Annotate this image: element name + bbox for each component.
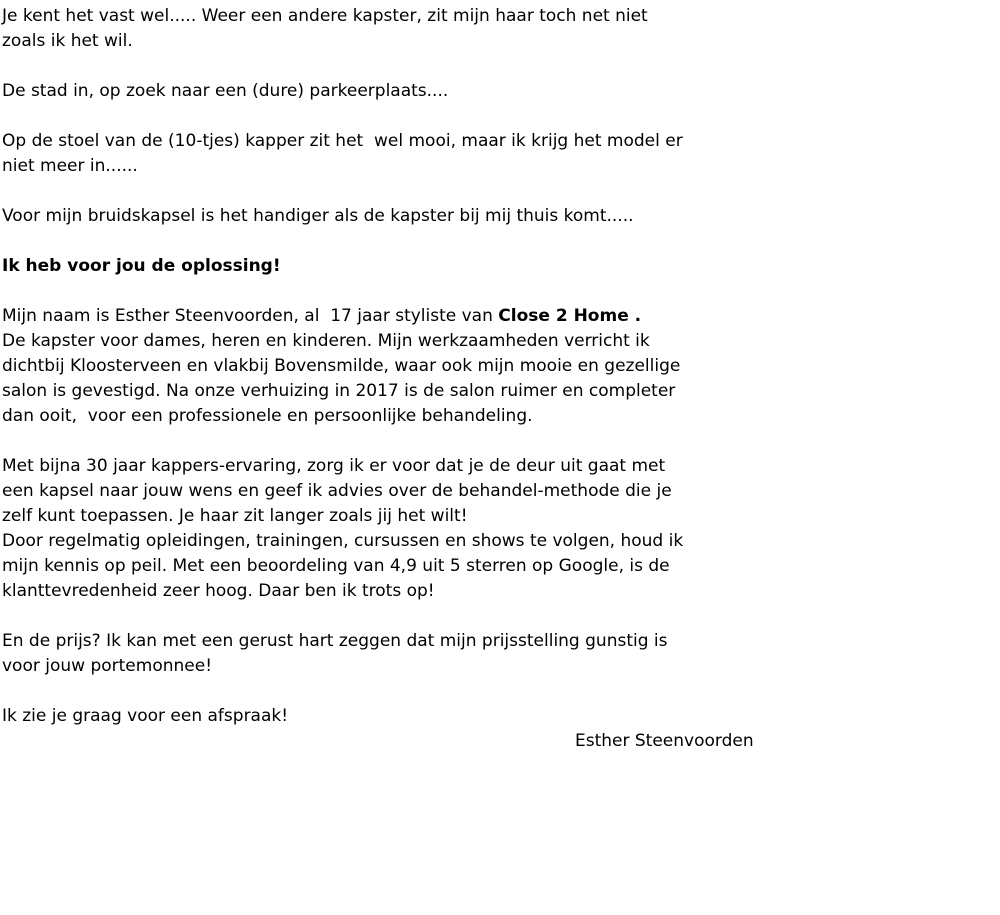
paragraph-line: dichtbij Kloosterveen en vlakbij Bovensmilde, waar ook mijn mooie en gezellige: [2, 356, 681, 376]
text-block: [2, 4, 772, 754]
paragraph-gap: [2, 179, 772, 204]
paragraph-line: Op de stoel van de (10-tjes) kapper zit het wel mooi, maar ik krijg het model er: [2, 131, 683, 151]
paragraph-line: voor jouw portemonnee!: [2, 656, 213, 676]
paragraph-gap: [2, 679, 772, 704]
signature: Esther Steenvoorden: [575, 731, 754, 751]
brand-name: Close 2 Home .: [498, 306, 642, 326]
paragraph-line: niet meer in......: [2, 156, 138, 176]
about-first-line: [2, 304, 772, 329]
paragraph-line: De stad in, op zoek naar een (dure) parkeerplaats....: [2, 81, 449, 101]
paragraph-line: Met bijna 30 jaar kappers-ervaring, zorg ik er voor dat je de deur uit gaat met: [2, 456, 666, 476]
paragraph-line: dan ooit, voor een professionele en persoonlijke behandeling.: [2, 406, 533, 426]
headline: Ik heb voor jou de oplossing!: [2, 256, 281, 276]
closing-line: Ik zie je graag voor een afspraak!: [2, 706, 289, 726]
paragraph-line: een kapsel naar jouw wens en geef ik advies over de behandel-methode die je: [2, 481, 672, 501]
paragraph-gap: [2, 429, 772, 454]
about-intro-text: Mijn naam is Esther Steenvoorden, al 17 jaar styliste van: [2, 306, 499, 326]
paragraph-gap: [2, 54, 772, 79]
paragraph-line: mijn kennis op peil. Met een beoordeling van 4,9 uit 5 sterren op Google, is de: [2, 556, 670, 576]
paragraph-line: De kapster voor dames, heren en kinderen. Mijn werkzaamheden verricht ik: [2, 331, 650, 351]
paragraph-line: Door regelmatig opleidingen, trainingen, cursussen en shows te volgen, houd ik: [2, 531, 684, 551]
paragraph-gap: [2, 279, 772, 304]
paragraph-line: zelf kunt toepassen. Je haar zit langer zoals jij het wilt!: [2, 506, 468, 526]
paragraph-gap: [2, 229, 772, 254]
paragraph-line: Voor mijn bruidskapsel is het handiger als de kapster bij mij thuis komt.....: [2, 206, 634, 226]
paragraph-line: klanttevredenheid zeer hoog. Daar ben ik trots op!: [2, 581, 435, 601]
paragraph-line: En de prijs? Ik kan met een gerust hart zeggen dat mijn prijsstelling gunstig is: [2, 631, 668, 651]
paragraph-line: zoals ik het wil.: [2, 31, 133, 51]
paragraph-line: salon is gevestigd. Na onze verhuizing in 2017 is de salon ruimer en completer: [2, 381, 676, 401]
paragraph-gap: [2, 604, 772, 629]
paragraph-line: Je kent het vast wel..... Weer een andere kapster, zit mijn haar toch net niet: [2, 6, 648, 26]
paragraph-gap: [2, 104, 772, 129]
